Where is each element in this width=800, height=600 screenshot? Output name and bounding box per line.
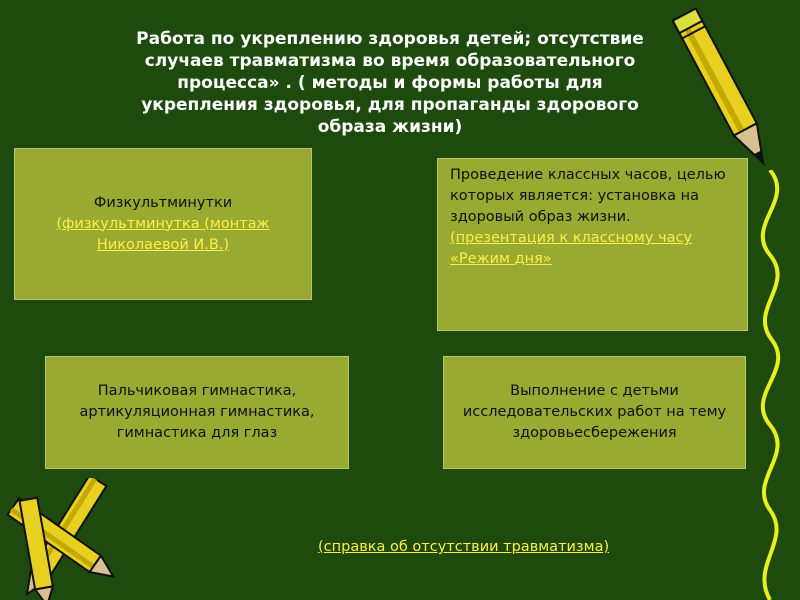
class-hours-text: Проведение классных часов, целью которых является: установка на здоровый образ жизни.	[450, 167, 726, 225]
gymnastics-box	[45, 356, 349, 469]
class-hours-link[interactable]: (презентация к классному часу «Режим дня»	[450, 230, 693, 267]
crossed-pencils-icon	[0, 478, 130, 600]
research-box	[443, 356, 746, 469]
pencil-icon	[672, 0, 782, 190]
fizminutki-text: Физкультминутки	[93, 194, 233, 211]
gymnastics-text: Пальчиковая гимнастика, артикуляционная гимнастика, гимнастика для глаз	[79, 383, 315, 441]
slide-title: Работа по укреплению здоровья детей; отсутствие случаев травматизма во время образовательного процесса» . ( методы и формы работы для укрепления здоровья, для пропаганды здорового образа жизни)	[136, 29, 644, 137]
squiggle-line-icon	[740, 170, 800, 600]
trauma-report-link[interactable]: (справка об отсутствии травматизма)	[318, 539, 610, 555]
fizminutki-link[interactable]: (физкультминутка (монтаж Николаевой И.В.)	[56, 215, 270, 253]
fizminutki-box	[14, 148, 312, 300]
research-text: Выполнение с детьми исследовательских работ на тему здоровьесбережения	[462, 383, 727, 441]
